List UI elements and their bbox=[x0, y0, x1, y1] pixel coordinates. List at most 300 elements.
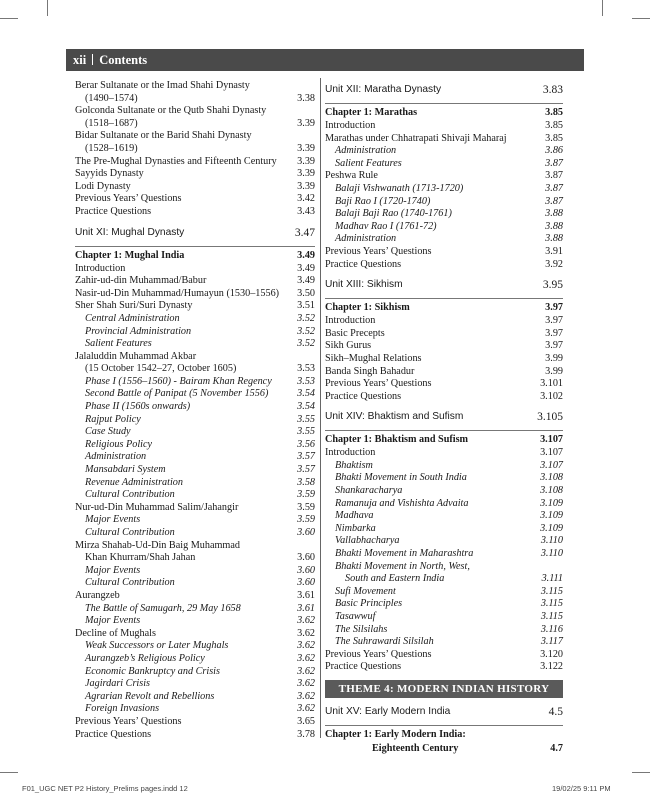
entry-page-number: 3.39 bbox=[297, 117, 315, 129]
toc-entry[interactable] bbox=[75, 193, 315, 206]
toc-entry[interactable] bbox=[325, 498, 563, 511]
entry-page-number: 3.62 bbox=[297, 615, 315, 627]
toc-right-column bbox=[325, 80, 563, 756]
entry-title: Bhaktism bbox=[335, 459, 373, 471]
entry-title: Shankaracharya bbox=[335, 485, 403, 497]
toc-entry[interactable] bbox=[75, 666, 315, 679]
entry-title: Baji Rao I (1720-1740) bbox=[335, 195, 431, 207]
entry-page-number: 3.85 bbox=[545, 132, 563, 144]
toc-entry[interactable] bbox=[325, 378, 563, 391]
toc-entry[interactable] bbox=[75, 565, 315, 578]
entry-title: The Battle of Samugarh, 29 May 1658 bbox=[85, 602, 241, 614]
toc-entry[interactable] bbox=[75, 691, 315, 704]
toc-entry[interactable] bbox=[75, 143, 315, 156]
entry-title: Chapter 1: Bhaktism and Sufism bbox=[325, 434, 469, 446]
entry-page-number: 3.116 bbox=[540, 623, 563, 635]
entry-title: Cultural Contribution bbox=[85, 489, 175, 501]
toc-entry[interactable] bbox=[325, 328, 563, 341]
entry-page-number: 3.87 bbox=[545, 170, 563, 182]
toc-entry[interactable] bbox=[325, 353, 563, 366]
toc-entry[interactable] bbox=[75, 489, 315, 502]
entry-page-number: 3.120 bbox=[540, 648, 563, 660]
entry-page-number: 3.62 bbox=[297, 640, 315, 652]
toc-entry[interactable] bbox=[325, 598, 563, 611]
entry-title: Balaji Baji Rao (1740-1761) bbox=[335, 208, 452, 220]
entry-title: Eighteenth Century bbox=[372, 742, 459, 754]
crop-mark bbox=[602, 0, 603, 16]
section-title: Contents bbox=[99, 53, 148, 67]
toc-entry[interactable] bbox=[325, 340, 563, 353]
chapter-heading[interactable] bbox=[325, 742, 563, 756]
toc-entry[interactable] bbox=[75, 275, 315, 288]
entry-title: Salient Features bbox=[85, 338, 152, 350]
toc-entry[interactable] bbox=[75, 300, 315, 313]
entry-page-number: 3.60 bbox=[297, 564, 315, 576]
entry-title: Balaji Vishwanath (1713-1720) bbox=[335, 182, 464, 194]
toc-entry[interactable] bbox=[75, 376, 315, 389]
toc-entry[interactable] bbox=[75, 313, 315, 326]
entry-page-number: 3.62 bbox=[297, 703, 315, 715]
entry-page-number: 3.92 bbox=[545, 258, 563, 270]
entry-title: The Silsilahs bbox=[335, 623, 388, 635]
entry-title: (1518–1687) bbox=[85, 117, 138, 129]
entry-page-number: 3.115 bbox=[540, 611, 563, 622]
entry-title: Introduction bbox=[325, 315, 376, 327]
footer-file: F01_UGC NET P2 History_Prelims pages.indd 12 bbox=[22, 784, 188, 793]
toc-entry[interactable] bbox=[75, 527, 315, 540]
toc-entry[interactable] bbox=[75, 351, 315, 364]
entry-title: (1528–1619) bbox=[85, 142, 138, 154]
entry-title: Weak Successors or Later Mughals bbox=[85, 640, 229, 652]
toc-entry[interactable] bbox=[325, 636, 563, 649]
entry-title: Practice Questions bbox=[325, 661, 402, 673]
entry-page-number: 3.108 bbox=[540, 485, 563, 497]
toc-entry[interactable] bbox=[75, 338, 315, 351]
toc-entry[interactable] bbox=[325, 624, 563, 637]
entry-page-number: 3.102 bbox=[540, 390, 563, 402]
toc-entry[interactable] bbox=[325, 447, 563, 460]
entry-title: Chapter 1: Early Modern India: bbox=[325, 728, 466, 740]
toc-left-column bbox=[75, 80, 315, 741]
entry-title: Unit XIII: Sikhism bbox=[325, 279, 403, 291]
toc-entry[interactable] bbox=[75, 326, 315, 339]
toc-entry[interactable] bbox=[75, 181, 315, 194]
entry-title: Bhakti Movement in Maharashtra bbox=[335, 548, 474, 560]
entry-title: Bhakti Movement in North, West, bbox=[335, 560, 470, 572]
entry-page-number: 3.109 bbox=[540, 510, 563, 522]
entry-title: Introduction bbox=[325, 120, 376, 131]
entry-title: Religious Policy bbox=[85, 438, 153, 450]
entry-page-number: 3.52 bbox=[297, 325, 315, 337]
entry-title: Tasawwuf bbox=[335, 611, 376, 622]
entry-title: Phase II (1560s onwards) bbox=[85, 401, 191, 413]
toc-entry[interactable] bbox=[75, 729, 315, 742]
toc-entry[interactable] bbox=[75, 105, 315, 118]
toc-entry[interactable] bbox=[325, 196, 563, 209]
entry-page-number: 3.60 bbox=[297, 552, 315, 564]
entry-title: Decline of Mughals bbox=[75, 627, 156, 639]
unit-rule bbox=[325, 298, 563, 299]
entry-page-number: 3.51 bbox=[297, 300, 315, 312]
entry-title: Ramanuja and Vishishta Advaita bbox=[335, 497, 469, 509]
chapter-heading[interactable] bbox=[325, 433, 563, 447]
toc-entry[interactable] bbox=[325, 120, 563, 133]
entry-title: Unit XIV: Bhaktism and Sufism bbox=[325, 411, 464, 423]
entry-title: Agrarian Revolt and Rebellions bbox=[85, 690, 215, 702]
entry-title: Practice Questions bbox=[325, 258, 402, 270]
toc-entry[interactable] bbox=[325, 170, 563, 183]
entry-title: Chapter 1: Mughal India bbox=[75, 249, 185, 261]
entry-page-number: 3.65 bbox=[297, 715, 315, 727]
entry-page-number: 3.86 bbox=[545, 145, 563, 157]
toc-entry[interactable] bbox=[75, 615, 315, 628]
toc-entry[interactable] bbox=[325, 145, 563, 158]
entry-title: Sher Shah Suri/Suri Dynasty bbox=[75, 300, 193, 312]
entry-title: Sikh Gurus bbox=[325, 340, 372, 352]
toc-entry[interactable] bbox=[75, 263, 315, 276]
toc-entry[interactable] bbox=[325, 315, 563, 328]
entry-page-number: 3.47 bbox=[294, 226, 315, 239]
footer-timestamp: 19/02/25 9:11 PM bbox=[552, 784, 611, 793]
entry-page-number: 3.97 bbox=[545, 327, 563, 339]
entry-page-number: 3.49 bbox=[297, 262, 315, 274]
entry-title: Central Administration bbox=[85, 312, 180, 324]
entry-page-number: 3.97 bbox=[545, 302, 563, 314]
entry-page-number: 3.59 bbox=[297, 489, 315, 501]
entry-page-number: 3.107 bbox=[540, 434, 563, 446]
entry-title: Case Study bbox=[85, 426, 131, 438]
entry-title: The Pre-Mughal Dynasties and Fifteenth Century bbox=[75, 155, 277, 167]
entry-title: Previous Years’ Questions bbox=[325, 245, 432, 257]
chapter-heading[interactable] bbox=[75, 249, 315, 263]
unit-rule bbox=[75, 246, 315, 247]
entry-page-number: 3.53 bbox=[297, 363, 315, 375]
entry-title: Rajput Policy bbox=[85, 413, 141, 425]
entry-title: Jagirdari Crisis bbox=[85, 678, 151, 690]
entry-page-number: 3.78 bbox=[297, 728, 315, 740]
entry-title: Administration bbox=[335, 233, 397, 245]
toc-entry[interactable] bbox=[75, 93, 315, 106]
toc-entry[interactable] bbox=[325, 485, 563, 498]
entry-page-number: 3.99 bbox=[545, 352, 563, 364]
entry-page-number: 3.60 bbox=[297, 527, 315, 538]
toc-entry[interactable] bbox=[75, 603, 315, 616]
entry-title: Khan Khurram/Shah Jahan bbox=[85, 552, 196, 564]
entry-title: Chapter 1: Sikhism bbox=[325, 302, 410, 314]
crop-mark bbox=[632, 18, 650, 19]
entry-title: Chapter 1: Marathas bbox=[325, 107, 418, 118]
toc-entry[interactable] bbox=[75, 716, 315, 729]
toc-entry[interactable] bbox=[325, 221, 563, 234]
toc-entry[interactable] bbox=[325, 586, 563, 599]
entry-page-number: 3.99 bbox=[545, 365, 563, 377]
toc-entry[interactable] bbox=[75, 118, 315, 131]
page-header bbox=[66, 49, 584, 71]
entry-title: Major Events bbox=[85, 564, 141, 576]
entry-page-number: 3.49 bbox=[297, 275, 315, 287]
toc-entry[interactable] bbox=[325, 510, 563, 523]
toc-entry[interactable] bbox=[75, 156, 315, 169]
entry-page-number: 3.61 bbox=[297, 602, 315, 614]
crop-mark bbox=[632, 772, 650, 773]
entry-page-number: 3.53 bbox=[297, 375, 315, 387]
toc-entry[interactable] bbox=[75, 540, 315, 553]
toc-entry[interactable] bbox=[75, 388, 315, 401]
entry-title: Jalaluddin Muhammad Akbar bbox=[75, 350, 197, 362]
entry-page-number: 3.85 bbox=[545, 120, 563, 131]
entry-title: Major Events bbox=[85, 514, 141, 526]
entry-page-number: 3.97 bbox=[545, 315, 563, 327]
toc-entry[interactable] bbox=[75, 552, 315, 565]
unit-heading[interactable] bbox=[325, 702, 563, 722]
toc-entry[interactable] bbox=[325, 611, 563, 624]
entry-title: Lodi Dynasty bbox=[75, 180, 131, 192]
entry-page-number: 3.91 bbox=[545, 245, 563, 257]
entry-title: Sufi Movement bbox=[335, 585, 396, 597]
entry-title: Salient Features bbox=[335, 157, 402, 169]
header-separator bbox=[92, 54, 93, 65]
entry-page-number: 3.101 bbox=[540, 378, 563, 390]
entry-page-number: 3.115 bbox=[540, 585, 563, 597]
entry-page-number: 3.60 bbox=[297, 577, 315, 589]
chapter-heading[interactable] bbox=[325, 728, 563, 742]
toc-entry[interactable] bbox=[75, 414, 315, 427]
entry-page-number: 3.107 bbox=[540, 447, 563, 459]
toc-entry[interactable] bbox=[75, 640, 315, 653]
entry-title: Basic Precepts bbox=[325, 327, 385, 339]
entry-page-number: 3.39 bbox=[297, 180, 315, 192]
toc-entry[interactable] bbox=[325, 460, 563, 473]
entry-page-number: 3.55 bbox=[297, 426, 315, 438]
toc-entry[interactable] bbox=[325, 649, 563, 662]
entry-page-number: 3.109 bbox=[540, 522, 563, 534]
entry-page-number: 3.52 bbox=[297, 312, 315, 324]
entry-page-number: 3.56 bbox=[297, 438, 315, 450]
toc-entry[interactable] bbox=[325, 366, 563, 379]
entry-title: Unit XI: Mughal Dynasty bbox=[75, 226, 185, 238]
entry-page-number: 3.111 bbox=[541, 573, 563, 585]
entry-page-number: 3.110 bbox=[540, 548, 563, 560]
toc-entry[interactable] bbox=[325, 661, 563, 674]
entry-page-number: 3.55 bbox=[297, 413, 315, 425]
entry-page-number: 3.110 bbox=[540, 535, 563, 547]
entry-title: Unit XII: Maratha Dynasty bbox=[325, 84, 442, 95]
entry-page-number: 4.7 bbox=[550, 742, 563, 754]
toc-entry[interactable] bbox=[75, 451, 315, 464]
entry-title: Madhav Rao I (1761-72) bbox=[335, 220, 437, 232]
toc-entry[interactable] bbox=[325, 133, 563, 146]
toc-entry[interactable] bbox=[75, 502, 315, 515]
unit-rule bbox=[325, 725, 563, 726]
entry-title: Foreign Invasions bbox=[85, 703, 160, 715]
entry-page-number: 3.58 bbox=[297, 476, 315, 488]
toc-entry[interactable] bbox=[75, 514, 315, 527]
entry-title: Banda Singh Bahadur bbox=[325, 365, 415, 377]
entry-page-number: 3.97 bbox=[545, 340, 563, 352]
toc-entry[interactable] bbox=[325, 208, 563, 221]
toc-entry[interactable] bbox=[325, 548, 563, 561]
toc-entry[interactable] bbox=[325, 183, 563, 196]
entry-title: Nur-ud-Din Muhammad Salim/Jahangir bbox=[75, 501, 239, 513]
entry-page-number: 3.62 bbox=[297, 627, 315, 639]
entry-page-number: 3.88 bbox=[545, 220, 563, 232]
toc-entry[interactable] bbox=[75, 426, 315, 439]
toc-entry[interactable] bbox=[75, 363, 315, 376]
entry-title: Golconda Sultanate or the Qutb Shahi Dynasty bbox=[75, 105, 267, 117]
entry-title: Aurangzeb’s Religious Policy bbox=[85, 652, 205, 664]
toc-entry[interactable] bbox=[325, 259, 563, 272]
page-number: xii bbox=[73, 53, 87, 67]
entry-title: Bidar Sultanate or the Barid Shahi Dynasty bbox=[75, 130, 252, 142]
entry-page-number: 3.62 bbox=[297, 678, 315, 690]
toc-entry[interactable] bbox=[75, 590, 315, 603]
unit-rule bbox=[325, 430, 563, 431]
entry-title: Sayyids Dynasty bbox=[75, 168, 144, 180]
entry-page-number: 3.95 bbox=[542, 279, 563, 292]
entry-title: Bhakti Movement in South India bbox=[335, 472, 467, 484]
entry-page-number: 3.38 bbox=[297, 92, 315, 104]
entry-title: Practice Questions bbox=[75, 728, 152, 740]
entry-title: Sikh–Mughal Relations bbox=[325, 352, 422, 364]
entry-title: Provincial Administration bbox=[85, 325, 192, 337]
entry-page-number: 3.42 bbox=[297, 193, 315, 205]
entry-page-number: 3.57 bbox=[297, 464, 315, 476]
entry-title: Cultural Contribution bbox=[85, 577, 175, 589]
entry-page-number: 3.108 bbox=[540, 472, 563, 484]
entry-title: Peshwa Rule bbox=[325, 170, 378, 182]
toc-entry[interactable] bbox=[325, 573, 563, 586]
entry-page-number: 3.54 bbox=[297, 401, 315, 413]
column-divider bbox=[320, 78, 321, 738]
toc-entry[interactable] bbox=[325, 535, 563, 548]
crop-mark bbox=[0, 772, 18, 773]
entry-page-number: 3.105 bbox=[537, 411, 563, 424]
entry-page-number: 3.39 bbox=[297, 168, 315, 180]
toc-entry[interactable] bbox=[75, 401, 315, 414]
entry-page-number: 3.122 bbox=[540, 661, 563, 673]
entry-title: Nasir-ud-Din Muhammad/Humayun (1530–1556) bbox=[75, 287, 280, 299]
crop-mark bbox=[0, 18, 18, 19]
entry-page-number: 3.50 bbox=[297, 287, 315, 299]
unit-rule bbox=[325, 103, 563, 104]
entry-title: Introduction bbox=[75, 262, 126, 274]
entry-page-number: 3.62 bbox=[297, 690, 315, 702]
toc-entry[interactable] bbox=[75, 80, 315, 93]
entry-title: (1490–1574) bbox=[85, 92, 138, 104]
entry-page-number: 3.39 bbox=[297, 142, 315, 154]
entry-title: Madhava bbox=[335, 510, 374, 522]
toc-entry[interactable] bbox=[75, 628, 315, 641]
entry-title: Berar Sultanate or the Imad Shahi Dynasty bbox=[75, 80, 250, 91]
entry-title: Aurangzeb bbox=[75, 589, 120, 601]
entry-page-number: 3.52 bbox=[297, 338, 315, 350]
entry-title: Previous Years’ Questions bbox=[325, 648, 432, 660]
toc-entry[interactable] bbox=[325, 158, 563, 171]
entry-page-number: 3.61 bbox=[297, 589, 315, 601]
entry-title: Mansabdari System bbox=[85, 464, 166, 476]
entry-title: South and Eastern India bbox=[345, 573, 445, 585]
theme-banner: THEME 4: MODERN INDIAN HISTORY bbox=[325, 680, 563, 698]
entry-page-number: 3.43 bbox=[297, 205, 315, 217]
toc-entry[interactable] bbox=[75, 653, 315, 666]
entry-page-number: 3.88 bbox=[545, 208, 563, 220]
entry-page-number: 3.117 bbox=[540, 636, 563, 648]
entry-page-number: 3.54 bbox=[297, 388, 315, 400]
entry-page-number: 3.87 bbox=[545, 182, 563, 194]
entry-title: Second Battle of Panipat (5 November 1556) bbox=[85, 388, 269, 400]
entry-title: Vallabhacharya bbox=[335, 535, 400, 547]
toc-entry[interactable] bbox=[75, 703, 315, 716]
unit-heading[interactable] bbox=[75, 223, 315, 243]
entry-title: Introduction bbox=[325, 447, 376, 459]
chapter-heading[interactable] bbox=[325, 106, 563, 120]
entry-page-number: 3.109 bbox=[540, 497, 563, 509]
entry-title: Zahir-ud-din Muhammad/Babur bbox=[75, 275, 207, 287]
entry-page-number: 3.87 bbox=[545, 157, 563, 169]
entry-title: Previous Years’ Questions bbox=[75, 193, 182, 205]
entry-title: Cultural Contribution bbox=[85, 527, 175, 538]
entry-title: Revenue Administration bbox=[85, 476, 183, 488]
entry-title: The Suhrawardi Silsilah bbox=[335, 636, 434, 648]
entry-title: Phase I (1556–1560) - Bairam Khan Regency bbox=[85, 375, 272, 387]
toc-entry[interactable] bbox=[325, 391, 563, 404]
toc-entry[interactable] bbox=[75, 168, 315, 181]
crop-mark bbox=[47, 0, 48, 16]
entry-title: Administration bbox=[85, 451, 147, 463]
toc-entry[interactable] bbox=[325, 472, 563, 485]
entry-title: Previous Years’ Questions bbox=[325, 378, 432, 390]
toc-entry[interactable] bbox=[75, 130, 315, 143]
toc-entry[interactable] bbox=[325, 246, 563, 259]
entry-page-number: 3.39 bbox=[297, 155, 315, 167]
entry-page-number: 3.62 bbox=[297, 665, 315, 677]
unit-heading[interactable] bbox=[325, 80, 563, 100]
unit-heading[interactable] bbox=[325, 275, 563, 295]
toc-entry[interactable] bbox=[75, 577, 315, 590]
entry-page-number: 3.87 bbox=[545, 195, 563, 207]
entry-title: Basic Principles bbox=[335, 598, 403, 610]
entry-title: Marathas under Chhatrapati Shivaji Maharaj bbox=[325, 132, 507, 144]
chapter-heading[interactable] bbox=[325, 301, 563, 315]
entry-page-number: 3.59 bbox=[297, 501, 315, 513]
entry-title: Unit XV: Early Modern India bbox=[325, 705, 451, 717]
entry-title: (15 October 1542–27, October 1605) bbox=[85, 363, 237, 375]
entry-title: Practice Questions bbox=[75, 205, 152, 217]
entry-page-number: 3.115 bbox=[540, 598, 563, 610]
toc-entry[interactable] bbox=[325, 523, 563, 536]
toc-entry[interactable] bbox=[75, 464, 315, 477]
toc-entry[interactable] bbox=[325, 233, 563, 246]
entry-title: Previous Years’ Questions bbox=[75, 715, 182, 727]
entry-page-number: 3.88 bbox=[545, 233, 563, 245]
entry-page-number: 4.5 bbox=[548, 705, 563, 718]
toc-entry[interactable] bbox=[75, 288, 315, 301]
toc-entry[interactable] bbox=[75, 439, 315, 452]
toc-entry[interactable] bbox=[75, 477, 315, 490]
toc-entry[interactable] bbox=[325, 561, 563, 574]
entry-title: Mirza Shahab-Ud-Din Baig Muhammad bbox=[75, 539, 240, 551]
toc-entry[interactable] bbox=[75, 678, 315, 691]
entry-title: Economic Bankruptcy and Crisis bbox=[85, 665, 220, 677]
entry-page-number: 3.57 bbox=[297, 451, 315, 463]
entry-title: Practice Questions bbox=[325, 390, 402, 402]
entry-page-number: 3.49 bbox=[297, 249, 315, 261]
toc-entry[interactable] bbox=[75, 206, 315, 219]
entry-page-number: 3.85 bbox=[545, 107, 563, 118]
unit-heading[interactable] bbox=[325, 407, 563, 427]
entry-page-number: 3.83 bbox=[542, 84, 563, 96]
entry-page-number: 3.62 bbox=[297, 652, 315, 664]
